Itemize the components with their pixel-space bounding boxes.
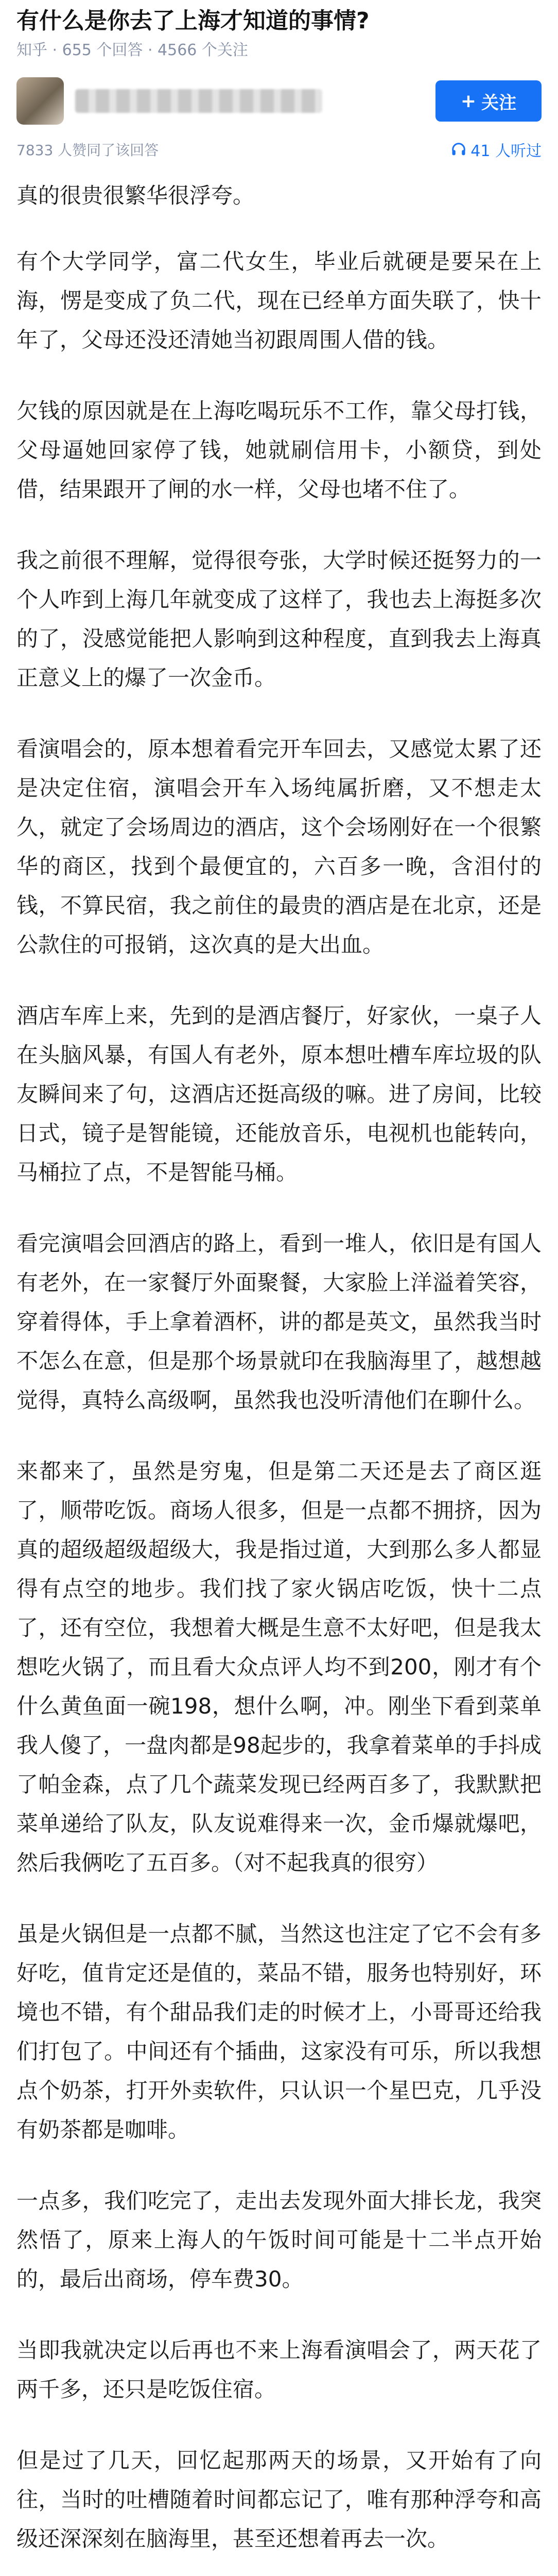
follow-button[interactable] xyxy=(435,80,542,122)
follow-label: 关注 xyxy=(481,92,517,113)
plus-icon: + xyxy=(460,90,477,112)
site-name: 知乎 xyxy=(16,41,47,59)
answer-paragraph: 欠钱的原因就是在上海吃喝玩乐不工作，靠父母打钱，父母逼她回家停了钱，她就刷信用卡，小额贷，到处借，结果跟开了闸的水一样，父母也堵不住了。 xyxy=(16,398,542,502)
answer-paragraph: 但是过了几天，回忆起那两天的场景，又开始有了向往，当时的吐槽随着时间都忘记了，唯有那种浮夸和高级还深深刻在脑海里，甚至还想着再去一次。 xyxy=(16,2448,542,2551)
question-meta xyxy=(16,40,542,61)
author-bar xyxy=(16,75,542,127)
meta-separator: · xyxy=(147,41,158,59)
follower-count: 4566 个关注 xyxy=(158,41,248,59)
answer-paragraph: 真的很贵很繁华很浮夸。 xyxy=(16,183,255,208)
answer-stats xyxy=(16,138,542,161)
answer-paragraph: 当即我就决定以后再也不来上海看演唱会了，两天花了两千多，还只是吃饭住宿。 xyxy=(16,2337,542,2402)
answer-paragraph: 有个大学同学，富二代女生，毕业后就硬是要呆在上海，愣是变成了负二代，现在已经单方面失联了，快十年了，父母还没还清她当初跟周围人借的钱。 xyxy=(16,249,542,352)
answer-paragraph: 酒店车库上来，先到的是酒店餐厅，好家伙，一桌子人在头脑风暴，有国人有老外，原本想吐槽车库垃圾的队友瞬间来了句，这酒店还挺高级的嘛。进了房间，比较日式，镜子是智能镜，还能放音乐，电视机也能转向，马桶拉了点，不是智能马桶。 xyxy=(16,1003,542,1185)
question-title[interactable]: 有什么是你去了上海才知道的事情? xyxy=(16,8,370,34)
answer-paragraph: 虽是火锅但是一点都不腻，当然这也注定了它不会有多好吃，值肯定还是值的，菜品不错，服务也特别好，环境也不错，有个甜品我们走的时候才上，小哥哥还给我们打包了。中间还有个插曲，这家没有可乐，所以我想点个奶茶，打开外卖软件，只认识一个星巴克，几乎没有奶茶都是咖啡。 xyxy=(16,1921,542,2142)
answer-paragraph: 看演唱会的，原本想着看完开车回去，又感觉太累了还是决定住宿，演唱会开车入场纯属折磨，又不想走太久，就定了会场周边的酒店，这个会场刚好在一个很繁华的商区，找到个最便宜的，六百多一晚，含泪付的钱，不算民宿，我之前住的最贵的酒店是在北京，还是公款住的可报销，这次真的是大出血。 xyxy=(16,736,542,957)
answer-paragraph: 看完演唱会回酒店的路上，看到一堆人，依旧是有国人有老外，在一家餐厅外面聚餐，大家脸上洋溢着笑容，穿着得体，手上拿着酒杯，讲的都是英文，虽然我当时不怎么在意，但是那个场景就印在我脑海里了，越想越觉得，真特么高级啊，虽然我也没听清他们在聊什么。 xyxy=(16,1231,542,1413)
meta-separator: · xyxy=(52,41,62,59)
listen-count[interactable] xyxy=(451,138,542,161)
avatar[interactable] xyxy=(16,77,64,125)
agree-count: 7833 人赞同了该回答 xyxy=(16,142,159,159)
listen-text: 41 人听过 xyxy=(470,142,542,160)
author-name-blurred[interactable] xyxy=(75,89,322,113)
answer-paragraph: 我之前很不理解，觉得很夸张，大学时候还挺努力的一个人咋到上海几年就变成了这样了，我也去上海挺多次的了，没感觉能把人影响到这种程度，直到我去上海真正意义上的爆了一次金币。 xyxy=(16,548,542,690)
headphones-icon xyxy=(451,142,466,157)
answer-paragraph: 来都来了，虽然是穷鬼，但是第二天还是去了商区逛了，顺带吃饭。商场人很多，但是一点都不拥挤，因为真的超级超级超级大，我是指过道，大到那么多人都显得有点空的地步。我们找了家火锅店吃饭，快十二点了，还有空位，我想着大概是生意不太好吧，但是我太想吃火锅了，而且看大众点评人均不到200，刚才有个什么黄鱼面一碗198，想什么啊，冲。刚坐下看到菜单我人傻了，一盘肉都是98起步的，我拿着菜单的手抖成了帕金森，点了几个蔬菜发现已经两百多了，我默默把菜单递给了队友，队友说难得来一次，金币爆就爆吧，然后我俩吃了五百多。（对不起我真的很穷） xyxy=(16,1459,542,1875)
answer-count: 655 个回答 xyxy=(62,41,143,59)
answer-paragraph: 一点多，我们吃完了，走出去发现外面大排长龙，我突然悟了，原来上海人的午饭时间可能是十二半点开始的，最后出商场，停车费30。 xyxy=(16,2188,542,2292)
answer-content xyxy=(16,176,542,2576)
